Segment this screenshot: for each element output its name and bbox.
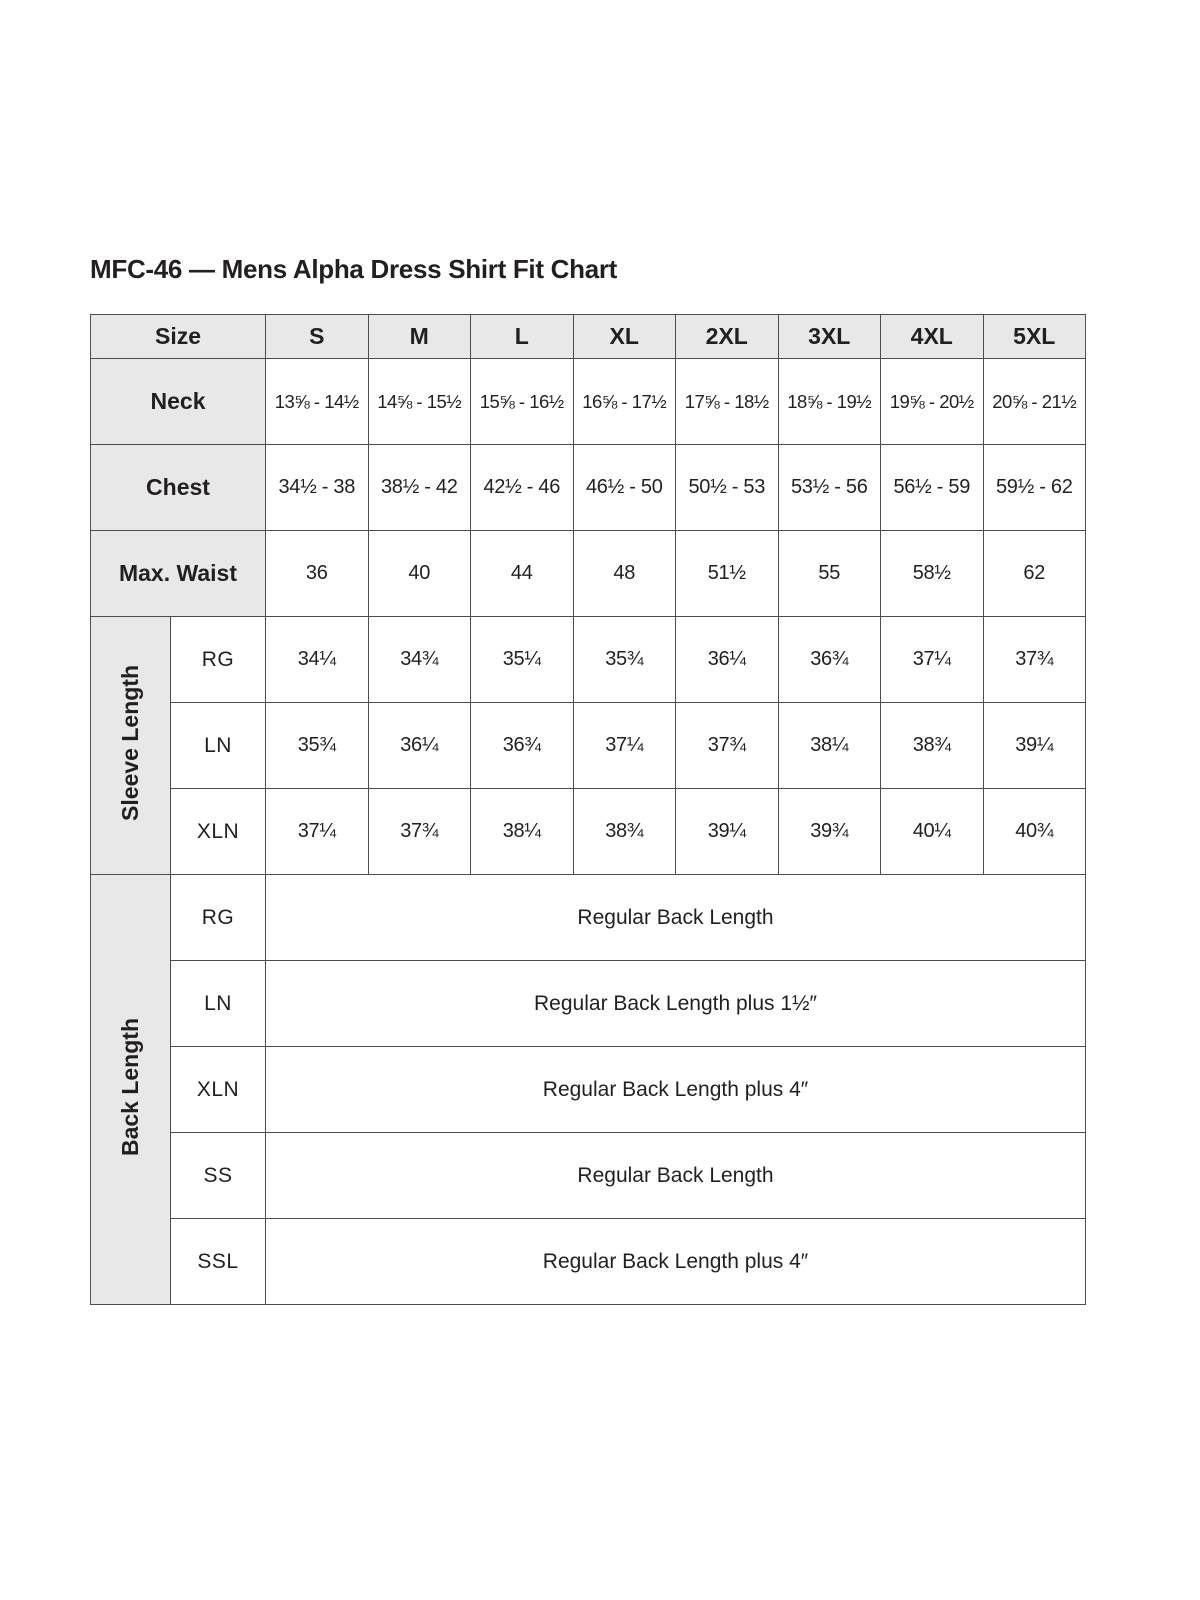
back-ss-value: Regular Back Length: [266, 1133, 1086, 1219]
page-title: MFC-46 — Mens Alpha Dress Shirt Fit Chart: [90, 254, 618, 284]
sleeve-xln-value: 37¾: [368, 789, 471, 875]
back-rg-row: [91, 875, 1086, 961]
max-waist-row: [91, 531, 1086, 617]
back-length-label-text: Back Length: [117, 1017, 143, 1157]
back-ssl-value: Regular Back Length plus 4″: [266, 1219, 1086, 1305]
max-waist-value: 58½: [881, 531, 984, 617]
back-ln-row: [91, 961, 1086, 1047]
size-col-header: M: [368, 315, 471, 359]
neck-value: 18⅝ - 19½: [778, 359, 881, 445]
max-waist-value: 44: [471, 531, 574, 617]
chest-value: 34½ - 38: [266, 445, 369, 531]
chest-value: 38½ - 42: [368, 445, 471, 531]
sleeve-ln-value: 37¾: [676, 703, 779, 789]
fit-chart-table: [90, 314, 1086, 1305]
neck-value: 16⅝ - 17½: [573, 359, 676, 445]
sleeve-ln-value: 37¼: [573, 703, 676, 789]
header-row: [91, 315, 1086, 359]
sleeve-ln-value: 38¼: [778, 703, 881, 789]
chest-value: 42½ - 46: [471, 445, 574, 531]
size-col-header: 5XL: [983, 315, 1086, 359]
sleeve-xln-value: 39¾: [778, 789, 881, 875]
sleeve-xln-value: 40¼: [881, 789, 984, 875]
sleeve-rg-value: 34¼: [266, 617, 369, 703]
sleeve-length-group-label: [91, 617, 171, 875]
size-col-header: XL: [573, 315, 676, 359]
sleeve-xln-value: 38¾: [573, 789, 676, 875]
max-waist-value: 62: [983, 531, 1086, 617]
sleeve-rg-row: [91, 617, 1086, 703]
max-waist-label: Max. Waist: [91, 531, 266, 617]
neck-value: 15⅝ - 16½: [471, 359, 574, 445]
back-ssl-code: SSL: [171, 1219, 266, 1305]
neck-value: 20⅝ - 21½: [983, 359, 1086, 445]
chest-row: [91, 445, 1086, 531]
size-col-header: 2XL: [676, 315, 779, 359]
sleeve-rg-value: 37¾: [983, 617, 1086, 703]
sleeve-xln-code: XLN: [171, 789, 266, 875]
size-col-header: 3XL: [778, 315, 881, 359]
neck-value: 17⅝ - 18½: [676, 359, 779, 445]
chest-label: Chest: [91, 445, 266, 531]
back-xln-row: [91, 1047, 1086, 1133]
max-waist-value: 48: [573, 531, 676, 617]
neck-label: Neck: [91, 359, 266, 445]
sleeve-xln-value: 37¼: [266, 789, 369, 875]
back-rg-value: Regular Back Length: [266, 875, 1086, 961]
sleeve-rg-code: RG: [171, 617, 266, 703]
neck-value: 13⅝ - 14½: [266, 359, 369, 445]
sleeve-xln-value: 38¼: [471, 789, 574, 875]
back-ss-row: [91, 1133, 1086, 1219]
max-waist-value: 36: [266, 531, 369, 617]
chest-value: 59½ - 62: [983, 445, 1086, 531]
sleeve-ln-value: 39¼: [983, 703, 1086, 789]
sleeve-rg-value: 36¾: [778, 617, 881, 703]
chest-value: 56½ - 59: [881, 445, 984, 531]
sleeve-ln-row: [91, 703, 1086, 789]
sleeve-ln-value: 35¾: [266, 703, 369, 789]
back-length-group-label: [91, 875, 171, 1305]
back-xln-value: Regular Back Length plus 4″: [266, 1047, 1086, 1133]
chest-value: 50½ - 53: [676, 445, 779, 531]
sleeve-xln-row: [91, 789, 1086, 875]
back-ln-code: LN: [171, 961, 266, 1047]
back-ss-code: SS: [171, 1133, 266, 1219]
sleeve-ln-value: 36¾: [471, 703, 574, 789]
back-xln-code: XLN: [171, 1047, 266, 1133]
back-ln-value: Regular Back Length plus 1½″: [266, 961, 1086, 1047]
neck-value: 14⅝ - 15½: [368, 359, 471, 445]
sleeve-xln-value: 40¾: [983, 789, 1086, 875]
max-waist-value: 55: [778, 531, 881, 617]
sleeve-ln-value: 36¼: [368, 703, 471, 789]
back-rg-code: RG: [171, 875, 266, 961]
max-waist-value: 51½: [676, 531, 779, 617]
back-ssl-row: [91, 1219, 1086, 1305]
neck-value: 19⅝ - 20½: [881, 359, 984, 445]
sleeve-rg-value: 37¼: [881, 617, 984, 703]
sleeve-xln-value: 39¼: [676, 789, 779, 875]
sleeve-ln-value: 38¾: [881, 703, 984, 789]
sleeve-ln-code: LN: [171, 703, 266, 789]
size-col-header: 4XL: [881, 315, 984, 359]
chest-value: 53½ - 56: [778, 445, 881, 531]
sleeve-rg-value: 35¼: [471, 617, 574, 703]
sleeve-rg-value: 34¾: [368, 617, 471, 703]
neck-row: [91, 359, 1086, 445]
sleeve-rg-value: 35¾: [573, 617, 676, 703]
sleeve-rg-value: 36¼: [676, 617, 779, 703]
size-header-cell: Size: [91, 315, 266, 359]
size-col-header: L: [471, 315, 574, 359]
sleeve-length-label-text: Sleeve Length: [117, 665, 143, 821]
max-waist-value: 40: [368, 531, 471, 617]
chest-value: 46½ - 50: [573, 445, 676, 531]
size-col-header: S: [266, 315, 369, 359]
